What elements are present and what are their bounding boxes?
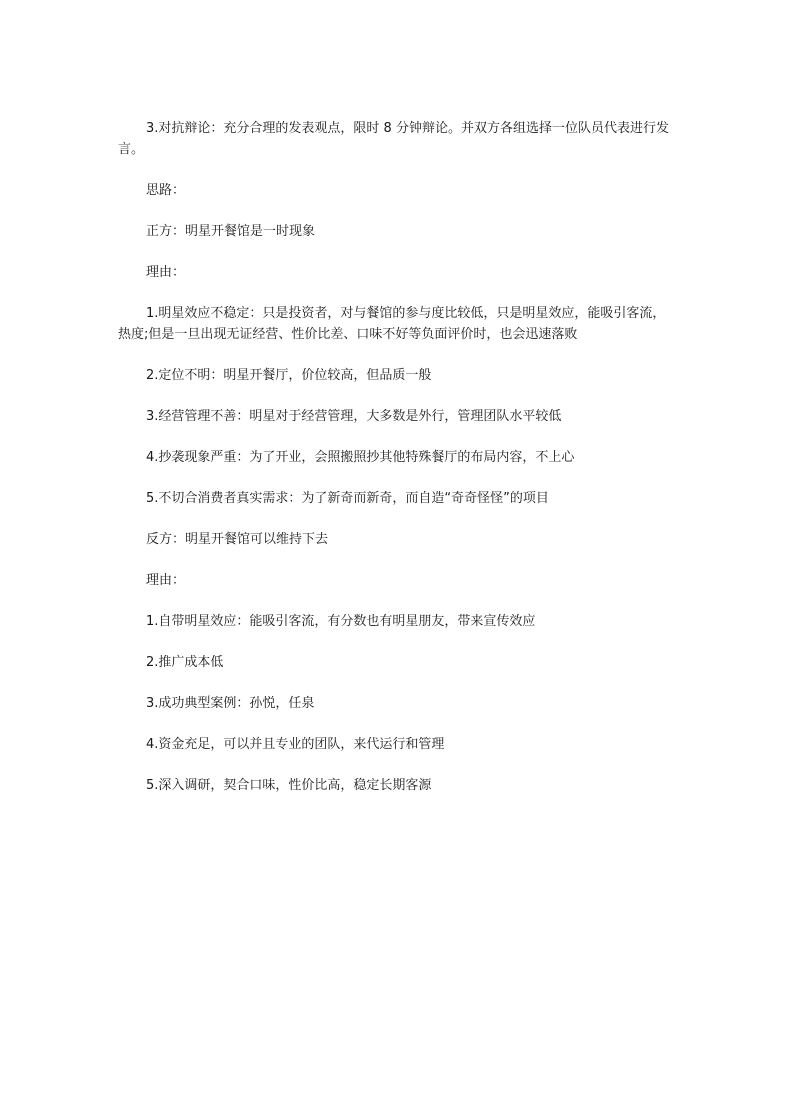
paragraph-negative-position: 反方：明星开餐馆可以维持下去 <box>146 532 329 547</box>
paragraph-negative-reason-4: 4.资金充足，可以并且专业的团队，来代运行和管理 <box>146 737 445 752</box>
paragraph-affirmative-reasons-heading: 理由： <box>146 265 186 280</box>
paragraph-negative-reason-5: 5.深入调研，契合口味，性价比高，稳定长期客源 <box>146 778 432 793</box>
paragraph-affirmative-reason-4: 4.抄袭现象严重：为了开业，会照搬照抄其他特殊餐厅的布局内容，不上心 <box>146 450 575 465</box>
paragraph-negative-reasons-heading: 理由： <box>146 573 186 588</box>
paragraph-negative-reason-1: 1.自带明星效应：能吸引客流，有分数也有明星朋友，带来宣传效应 <box>146 614 536 629</box>
paragraph-debate-rules: 3.对抗辩论：充分合理的发表观点，限时 8 分钟辩论。并双方各组选择一位队员代表进行发言。 <box>118 121 669 157</box>
paragraph-affirmative-position: 正方：明星开餐馆是一时现象 <box>146 224 316 239</box>
paragraph-affirmative-reason-2: 2.定位不明：明星开餐厅，价位较高，但品质一般 <box>146 368 432 383</box>
paragraph-affirmative-reason-5: 5.不切合消费者真实需求：为了新奇而新奇，而自造“奇奇怪怪”的项目 <box>146 491 549 506</box>
paragraph-negative-reason-3: 3.成功典型案例：孙悦，任泉 <box>146 696 315 711</box>
paragraph-affirmative-reason-1: 1.明星效应不稳定：只是投资者，对与餐馆的参与度比较低，只是明星效应，能吸引客流，热度;但是一旦出现无证经营、性价比差、口味不好等负面评价时，也会迅速落败 <box>118 306 666 342</box>
paragraph-affirmative-reason-3: 3.经营管理不善：明星对于经营管理，大多数是外行，管理团队水平较低 <box>146 409 562 424</box>
paragraph-negative-reason-2: 2.推广成本低 <box>146 655 224 670</box>
document-body <box>118 118 674 796</box>
paragraph-approach-heading: 思路： <box>146 183 186 198</box>
